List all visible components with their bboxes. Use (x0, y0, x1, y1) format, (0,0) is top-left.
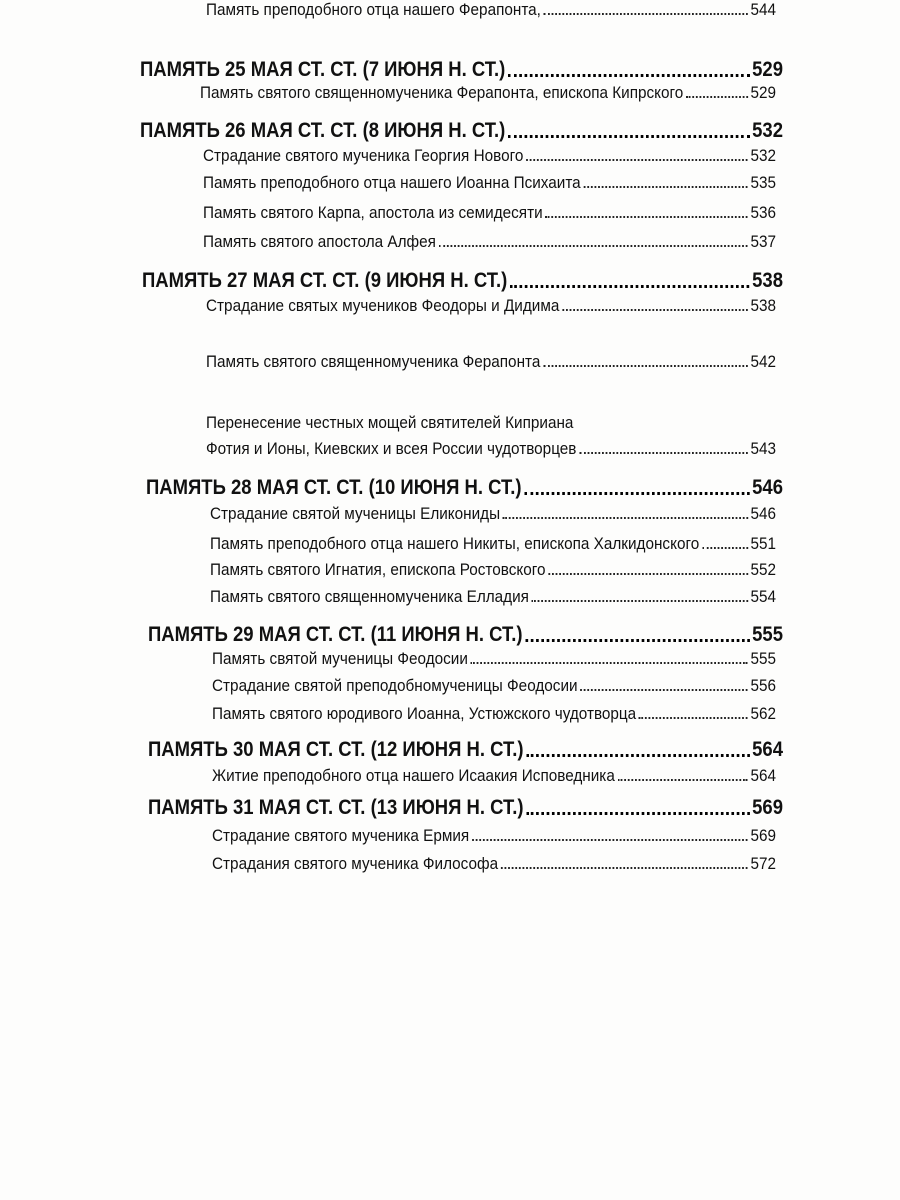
toc-entry[interactable] (203, 203, 776, 223)
toc-entry[interactable] (203, 146, 776, 166)
toc-entry[interactable] (212, 826, 776, 846)
section-heading-page-number: 529 (752, 58, 783, 81)
dot-leader (508, 74, 750, 77)
section-heading-page-number: 555 (752, 623, 783, 646)
dot-leader (579, 452, 748, 454)
section-heading-title: ПАМЯТЬ 31 МАЯ СТ. СТ. (13 ИЮНЯ Н. СТ.) (148, 796, 524, 819)
dot-leader (545, 216, 747, 218)
toc-entry[interactable] (203, 173, 776, 193)
toc-entry-page-number: 572 (750, 854, 776, 873)
section-heading-title: ПАМЯТЬ 29 МАЯ СТ. СТ. (11 ИЮНЯ Н. СТ.) (148, 623, 523, 646)
toc-entry-title: Память преподобного отца нашего Иоанна Психаита (203, 173, 581, 192)
dot-leader (503, 517, 748, 519)
dot-leader (562, 309, 748, 311)
toc-entry[interactable] (212, 854, 776, 874)
toc-entry-page-number: 532 (750, 146, 776, 165)
toc-entry[interactable] (212, 649, 776, 669)
toc-entry-title: Память святого Карпа, апостола из семидесяти (203, 203, 543, 222)
toc-entry[interactable] (206, 0, 776, 20)
toc-entry-title: Страдания святого мученика Философа (212, 854, 499, 873)
dot-leader (510, 285, 750, 288)
toc-entry-title: Память святого юродивого Иоанна, Устюжского чудотворца (212, 704, 637, 723)
section-heading-page-number: 564 (752, 738, 783, 761)
toc-entry-title: Страдание святого мученика Ермия (212, 826, 470, 845)
toc-entry-page-number: 556 (750, 676, 776, 695)
toc-entry-page-number: 544 (750, 0, 776, 19)
toc-entry-title: Страдание святой преподобномученицы Феодосии (212, 676, 578, 695)
section-heading-page-number: 538 (752, 269, 783, 292)
toc-entry-title: Страдание святых мучеников Феодоры и Дидима (206, 296, 560, 315)
toc-entry-page-number: 569 (750, 826, 776, 845)
toc-entry-title: Память святого священномученика Ферапонта (206, 352, 541, 371)
toc-entry-page-number: 537 (750, 232, 776, 251)
toc-entry-title: Память святого Игнатия, епископа Ростовского (210, 560, 546, 579)
dot-leader (544, 13, 748, 15)
dot-leader (439, 245, 748, 247)
dot-leader (548, 573, 748, 575)
dot-leader (532, 600, 748, 602)
section-heading-title: ПАМЯТЬ 26 МАЯ СТ. СТ. (8 ИЮНЯ Н. СТ.) (140, 119, 506, 142)
dot-leader (618, 779, 748, 781)
dot-leader (583, 186, 747, 188)
section-heading-title: ПАМЯТЬ 27 МАЯ СТ. СТ. (9 ИЮНЯ Н. СТ.) (142, 269, 508, 292)
toc-entry-title: Память преподобного отца нашего Ферапонта, (206, 0, 541, 19)
toc-entry-page-number: 536 (750, 203, 776, 222)
section-heading-page-number: 546 (752, 476, 783, 499)
dot-leader (525, 639, 749, 642)
toc-entry[interactable] (206, 439, 776, 459)
toc-entry[interactable] (212, 676, 776, 696)
toc-entry[interactable] (212, 704, 776, 724)
toc-entry-title: Память святого священномученика Елладия (210, 587, 529, 606)
toc-entry-page-number: 555 (750, 649, 776, 668)
dot-leader (508, 135, 750, 138)
toc-entry[interactable] (210, 587, 776, 607)
toc-entry[interactable] (200, 83, 776, 103)
dot-leader (526, 159, 748, 161)
toc-entry-title: Страдание святого мученика Георгия Нового (203, 146, 524, 165)
section-heading[interactable] (142, 269, 783, 293)
section-heading-title: ПАМЯТЬ 30 МАЯ СТ. СТ. (12 ИЮНЯ Н. СТ.) (148, 738, 524, 761)
section-heading[interactable] (140, 58, 783, 82)
show-through-text (150, 880, 790, 1150)
toc-entry-page-number: 554 (750, 587, 776, 606)
toc-entry-title: Фотия и Ионы, Киевских и всея России чудотворцев (206, 439, 577, 458)
toc-entry[interactable] (210, 560, 776, 580)
dot-leader (526, 754, 749, 757)
toc-entry-page-number: 543 (750, 439, 776, 458)
section-heading-page-number: 532 (752, 119, 783, 142)
toc-entry-page-number: 546 (750, 504, 776, 523)
toc-entry[interactable] (206, 352, 776, 372)
section-heading[interactable] (148, 796, 783, 820)
toc-entry-page-number: 529 (750, 83, 776, 102)
toc-entry-page-number: 564 (750, 766, 776, 785)
section-heading[interactable] (146, 476, 783, 500)
section-heading-title: ПАМЯТЬ 28 МАЯ СТ. СТ. (10 ИЮНЯ Н. СТ.) (146, 476, 522, 499)
toc-entry-page-number: 542 (750, 352, 776, 371)
dot-leader (471, 662, 748, 664)
section-heading[interactable] (148, 623, 783, 647)
toc-entry-page-number: 535 (750, 173, 776, 192)
toc-entry[interactable] (206, 296, 776, 316)
dot-leader (501, 867, 748, 869)
toc-entry-page-number: 552 (750, 560, 776, 579)
section-heading[interactable] (148, 738, 783, 762)
toc-entry[interactable] (203, 232, 776, 252)
section-heading[interactable] (140, 119, 783, 143)
dot-leader (526, 812, 749, 815)
dot-leader (472, 839, 748, 841)
toc-entry-page-number: 551 (750, 534, 776, 553)
toc-entry[interactable] (210, 504, 776, 524)
toc-entry[interactable] (212, 766, 776, 786)
dot-leader (702, 547, 748, 549)
dot-leader (524, 492, 749, 495)
toc-entry[interactable] (206, 413, 776, 433)
toc-entry-title: Память святого апостола Алфея (203, 232, 436, 251)
toc-entry-title: Память святой мученицы Феодосии (212, 649, 468, 668)
section-heading-title: ПАМЯТЬ 25 МАЯ СТ. СТ. (7 ИЮНЯ Н. СТ.) (140, 58, 506, 81)
toc-entry-title: Память святого священномученика Ферапонта, епископа Кипрского (200, 83, 684, 102)
dot-leader (639, 717, 748, 719)
toc-entry-title: Житие преподобного отца нашего Исаакия Исповедника (212, 766, 615, 785)
toc-entry-title: Перенесение честных мощей святителей Киприана (206, 413, 574, 432)
toc-entry-title: Память преподобного отца нашего Никиты, епископа Халкидонского (210, 534, 700, 553)
toc-entry[interactable] (210, 534, 776, 554)
toc-entry-page-number: 538 (750, 296, 776, 315)
dot-leader (686, 96, 748, 98)
dot-leader (543, 365, 748, 367)
section-heading-page-number: 569 (752, 796, 783, 819)
toc-entry-title: Страдание святой мученицы Еликониды (210, 504, 501, 523)
dot-leader (580, 689, 747, 691)
toc-entry-page-number: 562 (750, 704, 776, 723)
